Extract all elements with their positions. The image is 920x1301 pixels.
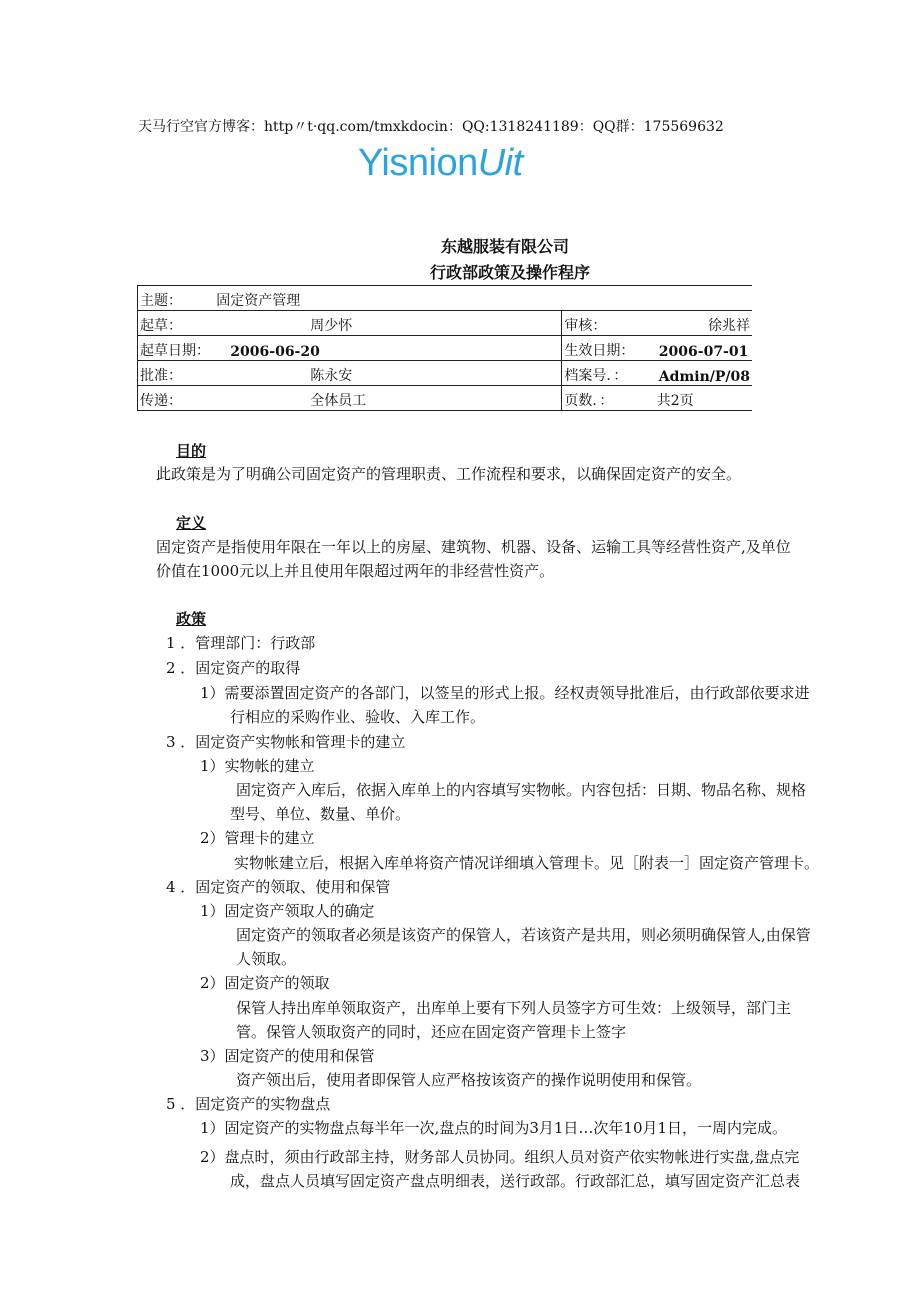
policy-item-4-3a: 资产领出后，使用者即保管人应严格按该资产的操作说明使用和保管。 xyxy=(236,1071,702,1089)
policy-item-2-1b: 行相应的采购作业、验收、入库工作。 xyxy=(230,708,486,726)
header-contact-line: 天马行空官方博客：http〃t·qq.com/tmxkdocin：QQ:1318241189：QQ群：175569632 xyxy=(138,119,724,135)
policy-item-3-1a: 固定资产入库后，依据入库单上的内容填写实物帐。内容包括：日期、物品名称、规格 xyxy=(236,781,807,799)
policy-item-3-2a: 实物帐建立后，根据入库单将资产情况详细填入管理卡。见［附表一］固定资产管理卡。 xyxy=(234,854,820,872)
definition-text-1: 固定资产是指使用年限在一年以上的房屋、建筑物、机器、设备、运输工具等经营性资产,及单位 xyxy=(156,538,791,556)
policy-item-4-3: 3）固定资产的使用和保管 xyxy=(200,1047,375,1065)
policy-item-4-1b: 人领取。 xyxy=(236,950,297,968)
draft-label: 起草： xyxy=(138,311,215,336)
draft-date-label: 起草日期： xyxy=(138,336,215,361)
meta-row-dates xyxy=(138,336,753,361)
policy-heading: 政策 xyxy=(176,610,207,628)
subject-value: 固定资产管理 xyxy=(216,293,301,309)
file-value: Admin/P/08 xyxy=(657,361,752,386)
policy-item-2: 2 ．固定资产的取得 xyxy=(166,659,301,677)
definition-text-2: 价值在1000元以上并且使用年限超过两年的非经营性资产。 xyxy=(156,562,555,580)
review-label: 审核： xyxy=(562,311,657,336)
policy-item-4-2b: 管。保管人领取资产的同时，还应在固定资产管理卡上签字 xyxy=(236,1023,627,1041)
policy-item-3-2: 2）管理卡的建立 xyxy=(200,829,315,847)
approve-value: 陈永安 xyxy=(214,361,562,386)
meta-table xyxy=(137,285,752,411)
policy-item-3-1: 1）实物帐的建立 xyxy=(200,757,315,775)
purpose-text: 此政策是为了明确公司固定资产的管理职责、工作流程和要求，以确保固定资产的安全。 xyxy=(156,465,742,483)
draft-date-value: 2006-06-20 xyxy=(214,336,562,361)
meta-row-approve xyxy=(138,361,753,386)
review-value: 徐兆祥 xyxy=(657,311,752,336)
policy-item-5-2a: 2）盘点时，须由行政部主持，财务部人员协同。组织人员对资产依实物帐进行实盘,盘点完 xyxy=(200,1148,800,1166)
logo xyxy=(358,142,523,185)
policy-item-5-2b: 成，盘点人员填写固定资产盘点明细表，送行政部。行政部汇总，填写固定资产汇总表 xyxy=(230,1172,801,1190)
policy-item-3: 3 ．固定资产实物帐和管理卡的建立 xyxy=(166,733,406,751)
subject-label: 主题： xyxy=(138,286,215,311)
definition-heading: 定义 xyxy=(176,514,207,532)
meta-row-subject xyxy=(138,286,753,311)
policy-item-1: 1 ．管理部门：行政部 xyxy=(166,634,316,652)
logo-main: Yisnion xyxy=(358,142,478,184)
distribute-label: 传递： xyxy=(138,386,215,411)
policy-item-5: 5 ．固定资产的实物盘点 xyxy=(166,1095,331,1113)
policy-item-2-1a: 1）需要添置固定资产的各部门，以签呈的形式上报。经权责领导批准后，由行政部依要求进 xyxy=(200,684,810,702)
distribute-value: 全体员工 xyxy=(214,386,562,411)
policy-item-4-1a: 固定资产的领取者必须是该资产的保管人，若该资产是共用，则必须明确保管人,由保管 xyxy=(236,926,811,944)
effective-date-label: 生效日期： xyxy=(562,336,657,361)
company-name: 东越服装有限公司 xyxy=(440,237,569,256)
effective-date-value: 2006-07-01 xyxy=(657,336,752,361)
pages-value: 共2页 xyxy=(657,386,752,411)
file-label: 档案号．： xyxy=(562,361,657,386)
approve-label: 批准： xyxy=(138,361,215,386)
policy-item-3-1b: 型号、单位、数量、单价。 xyxy=(230,805,411,823)
policy-item-4-1: 1）固定资产领取人的确定 xyxy=(200,902,375,920)
meta-row-distribute xyxy=(138,386,753,411)
policy-item-5-1: 1）固定资产的实物盘点每半年一次,盘点的时间为3月1日…次年10月1日，一周内完成。 xyxy=(200,1119,788,1137)
pages-label: 页数．： xyxy=(562,386,657,411)
policy-item-4: 4 ．固定资产的领取、使用和保管 xyxy=(166,878,391,896)
logo-italic: Uit xyxy=(477,142,523,184)
document-title: 行政部政策及操作程序 xyxy=(429,263,590,282)
purpose-heading: 目的 xyxy=(176,442,207,460)
policy-item-4-2: 2）固定资产的领取 xyxy=(200,974,330,992)
draft-value: 周少怀 xyxy=(214,311,562,336)
meta-row-draft xyxy=(138,311,753,336)
policy-item-4-2a: 保管人持出库单领取资产，出库单上要有下列人员签字方可生效：上级领导，部门主 xyxy=(236,999,792,1017)
